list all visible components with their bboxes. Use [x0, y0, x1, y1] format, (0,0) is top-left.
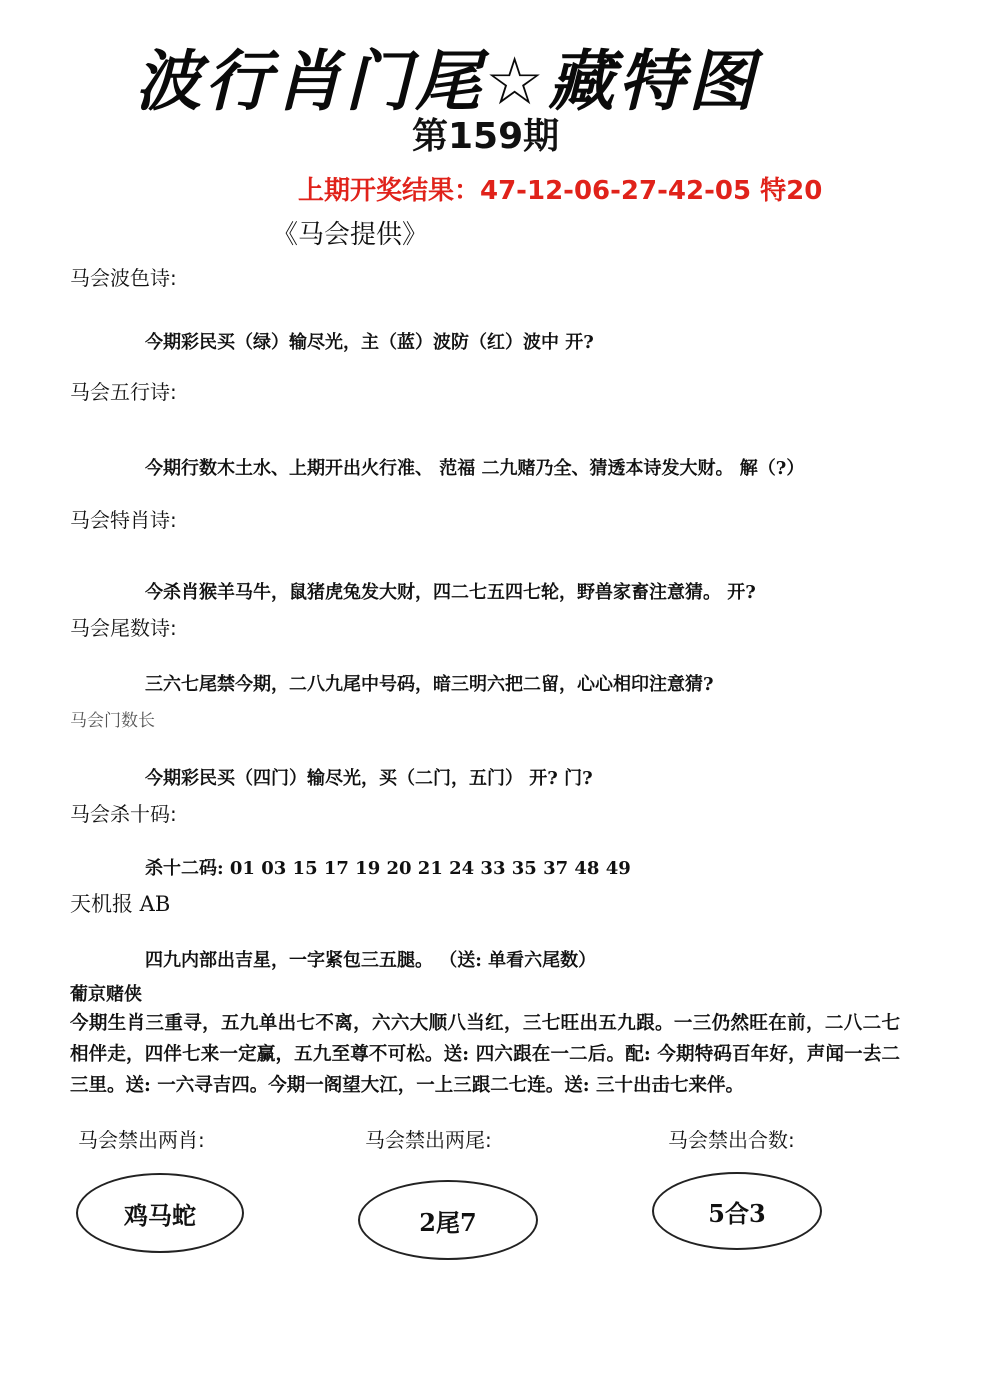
banned-sum-label: 马会禁出合数:: [668, 1128, 795, 1152]
tianji-label: 天机报 AB: [70, 892, 171, 916]
banned-tail-oval: [358, 1180, 538, 1260]
door-poem-label: 马会门数长: [70, 711, 155, 731]
five-elements-poem-text: 今期行数木土水、上期开出火行准、 范福 二九赌乃全、猜透本诗发大财。 解（?）: [145, 458, 805, 479]
door-poem-text: 今期彩民买（四门）输尽光，买（二门，五门） 开? 门?: [145, 768, 593, 789]
zodiac-poem-label: 马会特肖诗:: [70, 508, 177, 532]
banned-zodiac-oval: [76, 1173, 244, 1253]
pujing-label: 葡京赌侠: [70, 984, 142, 1005]
last-result: 上期开奖结果：47-12-06-27-42-05 特20: [298, 176, 823, 206]
banned-zodiac-label: 马会禁出两肖:: [78, 1128, 205, 1152]
kill-ten-label: 马会杀十码:: [70, 802, 177, 826]
banned-sum-value: 5合3: [708, 1198, 766, 1228]
banned-zodiac-value: 鸡马蛇: [124, 1200, 196, 1230]
banned-tail-value: 2尾7: [419, 1207, 477, 1237]
five-elements-poem-label: 马会五行诗:: [70, 380, 177, 404]
kill-ten-text: 杀十二码: 01 03 15 17 19 20 21 24 33 35 37 48 49: [145, 858, 631, 879]
wave-poem-text: 今期彩民买（绿）输尽光，主（蓝）波防（红）波中 开?: [145, 332, 594, 353]
tail-poem-label: 马会尾数诗:: [70, 616, 177, 640]
pujing-text: 今期生肖三重寻，五九单出七不离，六六大顺八当红，三七旺出五九跟。一三仍然旺在前，二八二七相伴走，四伴七来一定赢，五九至尊不可松。送: 四六跟在一二后。配: 今期特码百年好，声闻一去二三里。送: 一六寻吉四。今期一阁望大江，一上三跟二七连。送: 三十出击七来伴。: [70, 1013, 900, 1096]
tianji-text: 四九内部出吉星，一字紧包三五腿。 （送: 单看六尾数）: [145, 950, 597, 971]
banned-tail-label: 马会禁出两尾:: [365, 1128, 492, 1152]
page-title: 波行肖门尾☆藏特图: [135, 43, 759, 120]
provider-label: 《马会提供》: [272, 220, 429, 250]
wave-poem-label: 马会波色诗:: [70, 266, 177, 290]
zodiac-poem-text: 今杀肖猴羊马牛，鼠猪虎兔发大财，四二七五四七轮，野兽家畜注意猜。 开?: [145, 582, 756, 603]
issue-number: 第159期: [412, 116, 560, 157]
tail-poem-text: 三六七尾禁今期，二八九尾中号码，暗三明六把二留，心心相印注意猜?: [145, 674, 714, 695]
banned-sum-oval: [652, 1172, 822, 1250]
